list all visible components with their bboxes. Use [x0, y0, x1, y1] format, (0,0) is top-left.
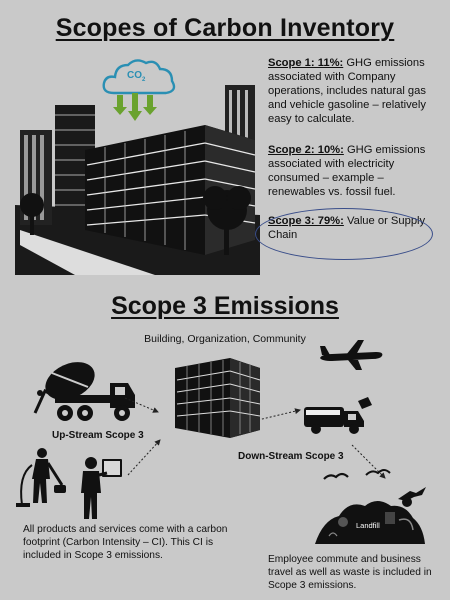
co2-label: CO — [127, 70, 142, 81]
scope-3-description: Value or Supply Chain — [268, 215, 426, 241]
landfill-label: Landfill — [356, 521, 380, 530]
scope-1-description: GHG emissions associated with Company operations, includes natural gas and vehicle gasoline – relatively easy to calculate. — [268, 57, 426, 125]
downstream-label: Down-Stream Scope 3 — [238, 451, 344, 462]
landfill-icon — [315, 490, 425, 548]
scope-2-label: Scope 2: 10%: — [268, 144, 344, 156]
upstream-label: Up-Stream Scope 3 — [52, 430, 144, 441]
cleaner-icon — [14, 445, 69, 513]
section-title: Scope 3 Emissions — [111, 292, 339, 320]
page-title: Scopes of Carbon Inventory — [55, 14, 395, 42]
co2-subscript: 2 — [142, 77, 146, 83]
upstream-description: All products and services come with a carbon footprint (Carbon Intensity – CI). This CI is included in Scope 3 emissions. — [23, 524, 228, 561]
garbage-truck-icon — [302, 395, 374, 437]
scope-1-label: Scope 1: 11%: — [268, 57, 344, 69]
scope-2-description: GHG emissions associated with electricity consumed – example – renewables vs. fossil fuel. — [268, 144, 426, 198]
office-building-icon — [175, 358, 260, 438]
subtitle: Building, Organization, Community — [144, 333, 306, 345]
worker-icon — [75, 455, 125, 520]
airplane-icon — [318, 340, 384, 370]
scope-3-label: Scope 3: 79%: — [268, 215, 344, 227]
downstream-description: Employee commute and business travel as well as waste is included in Scope 3 emissions. — [268, 554, 432, 591]
